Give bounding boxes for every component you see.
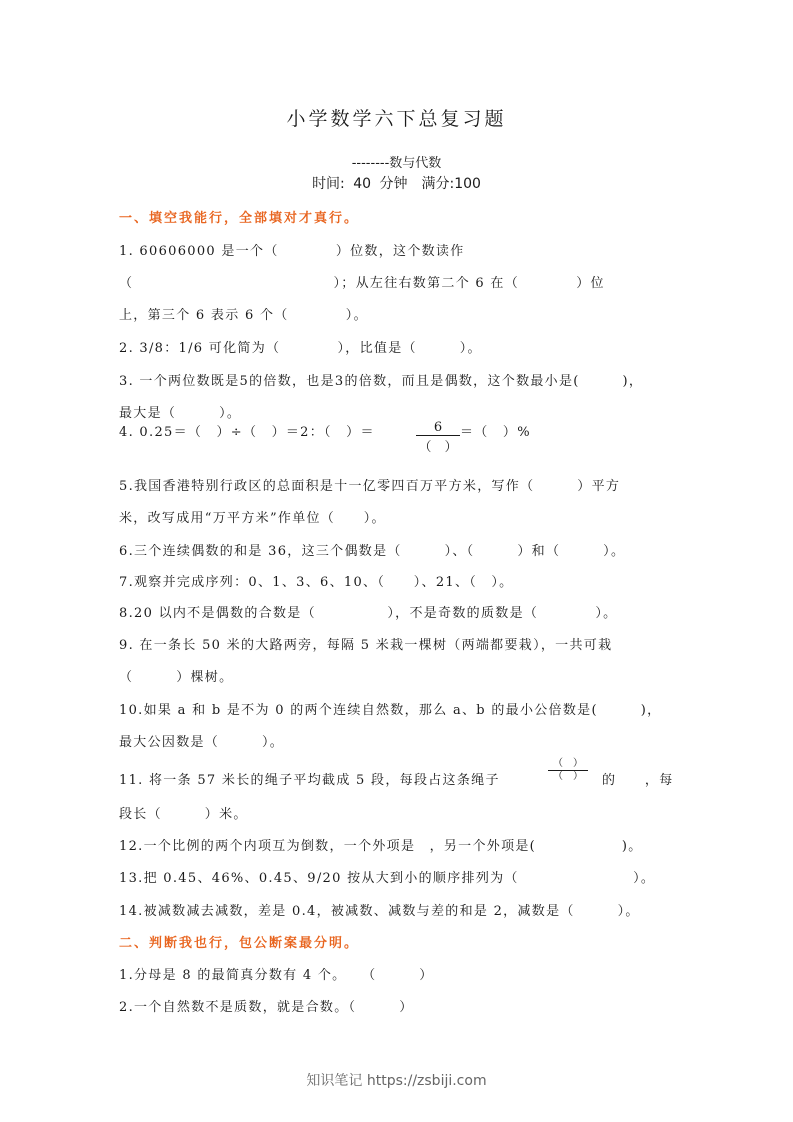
section-heading-true-false: 二、判断我也行，包公断案最分明。 bbox=[119, 936, 360, 951]
question-14: 14.被减数减去减数，差是 0.4，被减数、减数与差的和是 2，减数是（ ）。 bbox=[119, 904, 640, 919]
question-9-line-2: （ ）棵树。 bbox=[119, 670, 234, 685]
question-8: 8.20 以内不是偶数的合数是（ ），不是奇数的质数是（ ）。 bbox=[119, 606, 618, 621]
question-4-left: 4. 0.25＝（ ）÷（ ）＝2：（ ）＝ bbox=[119, 425, 375, 440]
question-11-line-1-end: 的 ，每 bbox=[602, 773, 674, 788]
question-7: 7.观察并完成序列：0、1、3、6、10、（ ）、21、（ ）。 bbox=[119, 575, 514, 590]
question-10-line-1: 10.如果 a 和 b 是不为 0 的两个连续自然数，那么 a、b 的最小公倍数是( )， bbox=[119, 703, 662, 718]
question-11-fraction-numerator: （ ） bbox=[548, 758, 588, 771]
question-3-line-2: 最大是（ ）。 bbox=[119, 406, 242, 421]
question-1-line-1: 1. 60606000 是一个（ ）位数，这个数读作 bbox=[119, 244, 465, 259]
question-4-fraction-denominator: （ ） bbox=[418, 440, 458, 455]
question-3-line-1: 3. 一个两位数既是5的倍数，也是3的倍数，而且是偶数，这个数最小是( )， bbox=[119, 374, 644, 389]
question-1-line-2: （ ）；从左往右数第二个 6 在（ ）位 bbox=[119, 276, 605, 291]
question-4-fraction bbox=[416, 420, 460, 455]
question-5-line-1: 5.我国香港特别行政区的总面积是十一亿零四百万平方米，写作（ ）平方 bbox=[119, 479, 621, 494]
question-11-fraction-denominator: （ ） bbox=[553, 771, 583, 782]
judgement-1: 1.分母是 8 的最简真分数有 4 个。 （ ） bbox=[119, 968, 434, 983]
section-heading-fill-blanks: 一、填空我能行，全部填对才真行。 bbox=[119, 211, 360, 226]
question-4-right: ＝（ ）% bbox=[460, 425, 531, 440]
question-10-line-2: 最大公因数是（ ）。 bbox=[119, 735, 285, 750]
page-title: 小学数学六下总复习题 bbox=[286, 108, 507, 130]
question-11-fraction bbox=[548, 758, 588, 783]
question-1-line-3: 上，第三个 6 表示 6 个（ ）。 bbox=[119, 308, 368, 323]
question-2: 2. 3/8：1/6 可化简为（ ），比值是（ ）。 bbox=[119, 341, 482, 356]
question-4-fraction-numerator: 6 bbox=[416, 420, 460, 436]
subtitle: --------数与代数 bbox=[351, 156, 442, 171]
question-11-line-2: 段长（ ）米。 bbox=[119, 807, 248, 822]
question-9-line-1: 9. 在一条长 50 米的大路两旁，每隔 5 米栽一棵树（两端都要栽），一共可栽 bbox=[119, 638, 613, 653]
question-11-line-1: 11. 将一条 57 米长的绳子平均截成 5 段，每段占这条绳子 bbox=[119, 773, 500, 788]
time-info: 时间: 40 分钟 满分:100 bbox=[312, 176, 481, 192]
judgement-2: 2.一个自然数不是质数，就是合数。（ ） bbox=[119, 1000, 414, 1015]
question-13: 13.把 0.45、46%、0.45、9/20 按从大到小的顺序排列为（ ）。 bbox=[119, 871, 656, 886]
question-12: 12.一个比例的两个内项互为倒数，一个外项是 ，另一个外项是( )。 bbox=[119, 839, 643, 854]
question-6: 6.三个连续偶数的和是 36，这三个偶数是（ ）、（ ）和（ ）。 bbox=[119, 544, 626, 559]
question-5-line-2: 米，改写成用“万平方米”作单位（ ）。 bbox=[119, 511, 386, 526]
footer-watermark: 知识笔记 https://zsbiji.com bbox=[306, 1073, 487, 1089]
